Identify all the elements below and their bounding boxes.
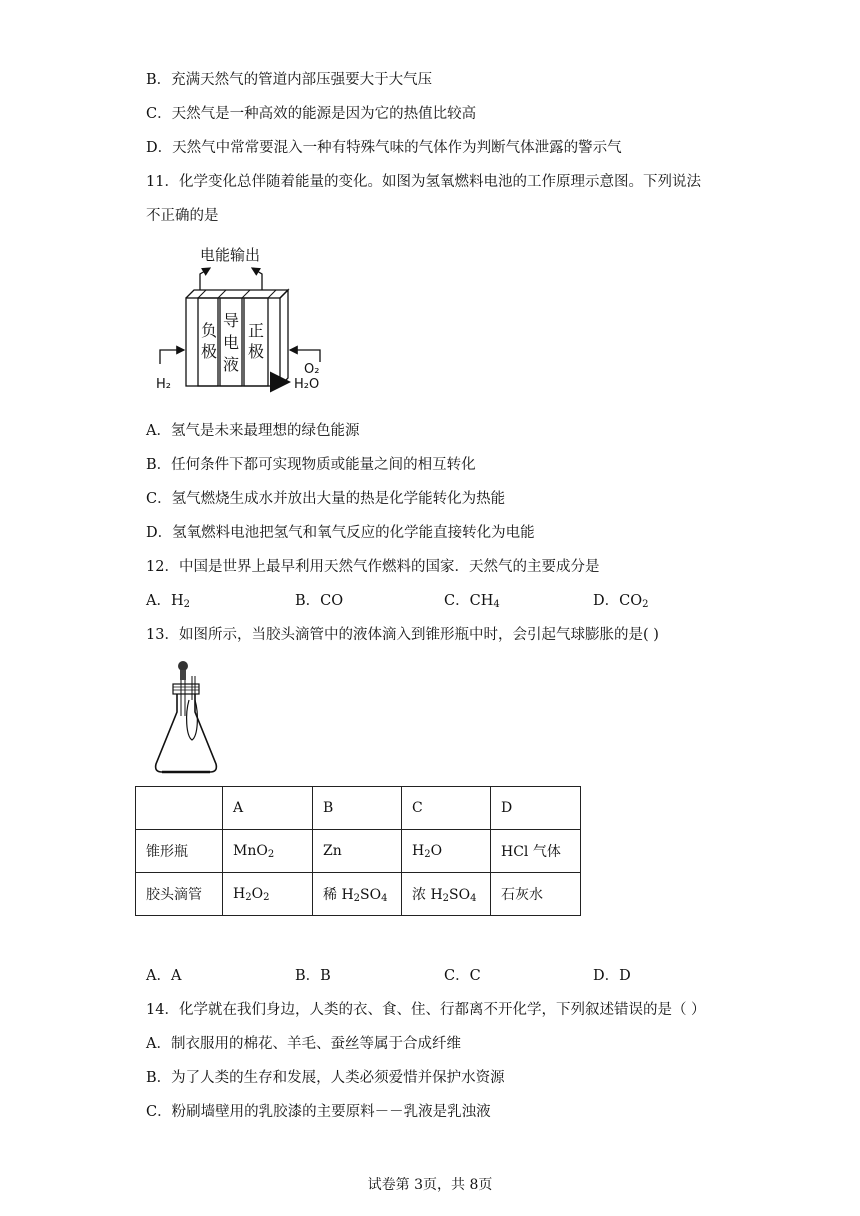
q12-stem: 12．中国是世界上最早利用天然气作燃料的国家．天然气的主要成分是: [146, 559, 600, 575]
page-footer: 试卷第 3页，共 8页: [367, 1177, 493, 1193]
q11-option-c: C．氢气燃烧生成水并放出大量的热是化学能转化为热能: [146, 491, 506, 507]
table-cell: HCl 气体: [491, 830, 581, 873]
q12-option-c: C．$CH_4$: [444, 593, 500, 610]
table-cell: D: [491, 787, 581, 830]
table-cell: 锥形瓶: [136, 830, 223, 873]
q11-stem-line2: 不正确的是: [146, 208, 219, 224]
fuel-cell-diagram: [148, 240, 338, 400]
q13-option-d: D．D: [593, 968, 631, 984]
electrolyte-char1: 导: [223, 311, 240, 330]
pos-electrode-char2: 极: [248, 342, 265, 361]
q14-stem: 14．化学就在我们身边，人类的衣、食、住、行都离不开化学，下列叙述错误的是（ ）: [146, 1002, 706, 1018]
pos-electrode-char1: 正: [248, 321, 265, 340]
table-row: [136, 873, 581, 916]
q11-option-a: A．氢气是未来最理想的绿色能源: [146, 423, 360, 439]
electrolyte-char2: 电: [223, 333, 240, 352]
h2-label: H₂: [156, 377, 171, 392]
table-cell: 稀 $H_2SO_4$: [313, 873, 402, 916]
q11-stem-line1: 11．化学变化总伴随着能量的变化。如图为氢氧燃料电池的工作原理示意图。下列说法: [146, 174, 701, 190]
table-cell: A: [223, 787, 313, 830]
table-cell: [136, 787, 223, 830]
q14-option-b: B．为了人类的生存和发展，人类必须爱惜并保护水资源: [146, 1070, 505, 1086]
flask-dropper-diagram: [150, 656, 225, 778]
q11-option-d: D．氢氧燃料电池把氢气和氧气反应的化学能直接转化为电能: [146, 525, 535, 541]
diagram-top-label: 电能输出: [200, 246, 261, 264]
table-row: [136, 830, 581, 873]
table-cell: 石灰水: [491, 873, 581, 916]
q13-stem: 13．如图所示，当胶头滴管中的液体滴入到锥形瓶中时，会引起气球膨胀的是( ): [146, 627, 659, 643]
q10-option-d: D．天然气中常常要混入一种有特殊气味的气体作为判断气体泄露的警示气: [146, 140, 622, 156]
table-row: [136, 787, 581, 830]
q13-table: [135, 786, 581, 916]
h2o-label: H₂O: [294, 377, 320, 392]
q14-option-c: C．粉刷墙壁用的乳胶漆的主要原料－－乳液是乳浊液: [146, 1104, 491, 1120]
table-cell: Zn: [313, 830, 402, 873]
q13-option-c: C．C: [444, 968, 481, 984]
q12-option-a: A．$H_2$: [146, 593, 191, 610]
electrolyte-char3: 液: [223, 355, 240, 374]
q12-option-d: D．$CO_2$: [593, 593, 649, 610]
table-cell: $H_2O$: [402, 830, 491, 873]
q13-option-a: A．A: [146, 968, 182, 984]
table-cell: MnO$_2$: [223, 830, 313, 873]
neg-electrode-char1: 负: [201, 321, 218, 340]
q10-option-c: C．天然气是一种高效的能源是因为它的热值比较高: [146, 106, 477, 122]
q13-option-b: B．B: [295, 968, 331, 984]
o2-label: O₂: [304, 362, 320, 377]
table-cell: 胶头滴管: [136, 873, 223, 916]
q14-option-a: A．制衣服用的棉花、羊毛、蚕丝等属于合成纤维: [146, 1036, 461, 1052]
q10-option-b: B．充满天然气的管道内部压强要大于大气压: [146, 72, 433, 88]
table-cell: 浓 $H_2SO_4$: [402, 873, 491, 916]
neg-electrode-char2: 极: [201, 342, 218, 361]
table-cell: B: [313, 787, 402, 830]
table-cell: C: [402, 787, 491, 830]
q11-option-b: B．任何条件下都可实现物质或能量之间的相互转化: [146, 457, 476, 473]
table-cell: $H_2O_2$: [223, 873, 313, 916]
q12-option-b: B．CO: [295, 593, 344, 609]
